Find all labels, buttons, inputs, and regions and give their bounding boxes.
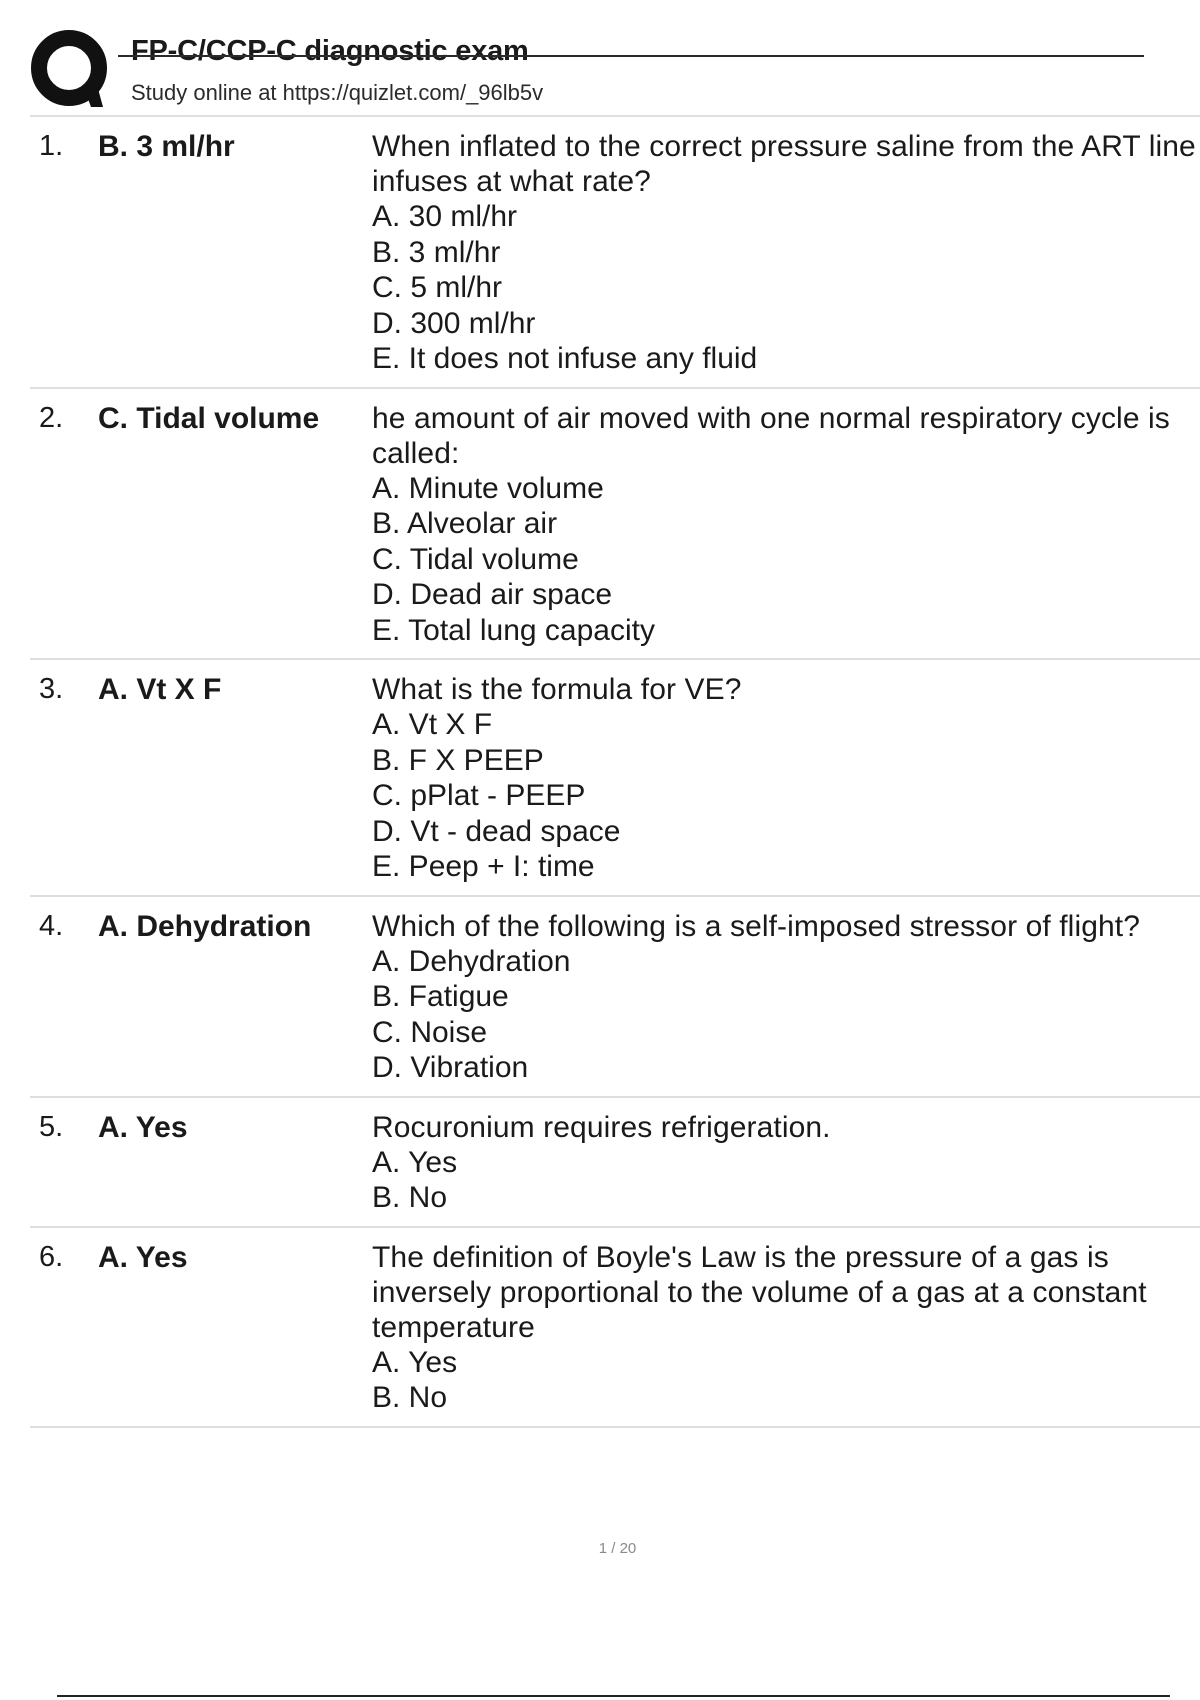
- answer-term: B. 3 ml/hr: [98, 130, 235, 163]
- title-divider: [118, 55, 1144, 57]
- footer-divider: [57, 1695, 1170, 1697]
- question-row: [30, 1226, 1200, 1428]
- question-text: Rocuronium requires refrigeration.: [372, 1110, 831, 1144]
- page-title: FP-C/CCP-C diagnostic exam: [131, 35, 529, 67]
- question-row: [30, 895, 1200, 1096]
- option-item: B. 3 ml/hr: [372, 235, 501, 269]
- option-item: B. Fatigue: [372, 980, 509, 1013]
- option-item: A. Yes: [372, 1145, 458, 1179]
- question-content: [372, 909, 1200, 1086]
- option-item: E. It does not infuse any fluid: [372, 342, 758, 375]
- answer-term: A. Yes: [98, 1110, 188, 1144]
- question-row: [30, 387, 1200, 659]
- option-item: B. F X PEEP: [372, 743, 544, 777]
- quizlet-logo-icon: [31, 29, 111, 111]
- question-number: 1.: [39, 130, 64, 162]
- option-item: A. Minute volume: [372, 471, 604, 505]
- option-item: D. Vibration: [372, 1051, 529, 1084]
- option-item: A. Yes: [372, 1345, 458, 1379]
- answer-term: A. Vt X F: [98, 673, 222, 706]
- question-number: 2.: [39, 401, 64, 434]
- question-list: [30, 115, 1200, 1428]
- option-item: C. Tidal volume: [372, 542, 579, 576]
- option-item: A. Vt X F: [372, 708, 493, 741]
- option-item: C. Noise: [372, 1015, 488, 1049]
- question-content: [372, 1240, 1200, 1416]
- question-row: [30, 115, 1200, 387]
- study-online-link[interactable]: Study online at https://quizlet.com/_96lb5v: [131, 80, 544, 105]
- option-item: A. 30 ml/hr: [372, 200, 518, 233]
- answer-term: A. Dehydration: [98, 909, 312, 943]
- option-item: E. Total lung capacity: [372, 613, 655, 647]
- question-content: [372, 401, 1200, 649]
- question-text: What is the formula for VE?: [372, 673, 742, 706]
- question-number: 3.: [39, 673, 64, 705]
- question-number: 4.: [39, 909, 64, 942]
- page-header: [0, 0, 1200, 120]
- option-item: B. No: [372, 1181, 448, 1214]
- question-content: [372, 672, 1200, 885]
- option-item: C. 5 ml/hr: [372, 271, 503, 304]
- question-row: [30, 1096, 1200, 1226]
- option-item: B. No: [372, 1381, 448, 1414]
- question-number: 5.: [39, 1110, 64, 1143]
- option-item: C. pPlat - PEEP: [372, 779, 586, 812]
- question-text: he amount of air moved with one normal respiratory cycle is called:: [372, 401, 1170, 470]
- page-indicator: 1 / 20: [598, 1540, 637, 1557]
- option-item: D. Dead air space: [372, 578, 613, 611]
- option-item: E. Peep + I: time: [372, 850, 595, 883]
- question-content: [372, 129, 1200, 377]
- question-text: Which of the following is a self-imposed stressor of flight?: [372, 909, 1140, 943]
- question-content: [372, 1110, 1200, 1216]
- question-text: When inflated to the correct pressure saline from the ART line infuses at what rate?: [372, 130, 1196, 198]
- option-item: B. Alveolar air: [372, 507, 558, 540]
- option-item: D. Vt - dead space: [372, 814, 621, 848]
- option-item: D. 300 ml/hr: [372, 306, 536, 340]
- answer-term: A. Yes: [98, 1240, 188, 1274]
- option-item: A. Dehydration: [372, 944, 571, 978]
- question-row: [30, 658, 1200, 895]
- question-number: 6.: [39, 1240, 64, 1273]
- question-text: The definition of Boyle's Law is the pressure of a gas is inversely proportional to the volume of a gas at a constant temperature: [372, 1240, 1147, 1344]
- answer-term: C. Tidal volume: [98, 401, 320, 435]
